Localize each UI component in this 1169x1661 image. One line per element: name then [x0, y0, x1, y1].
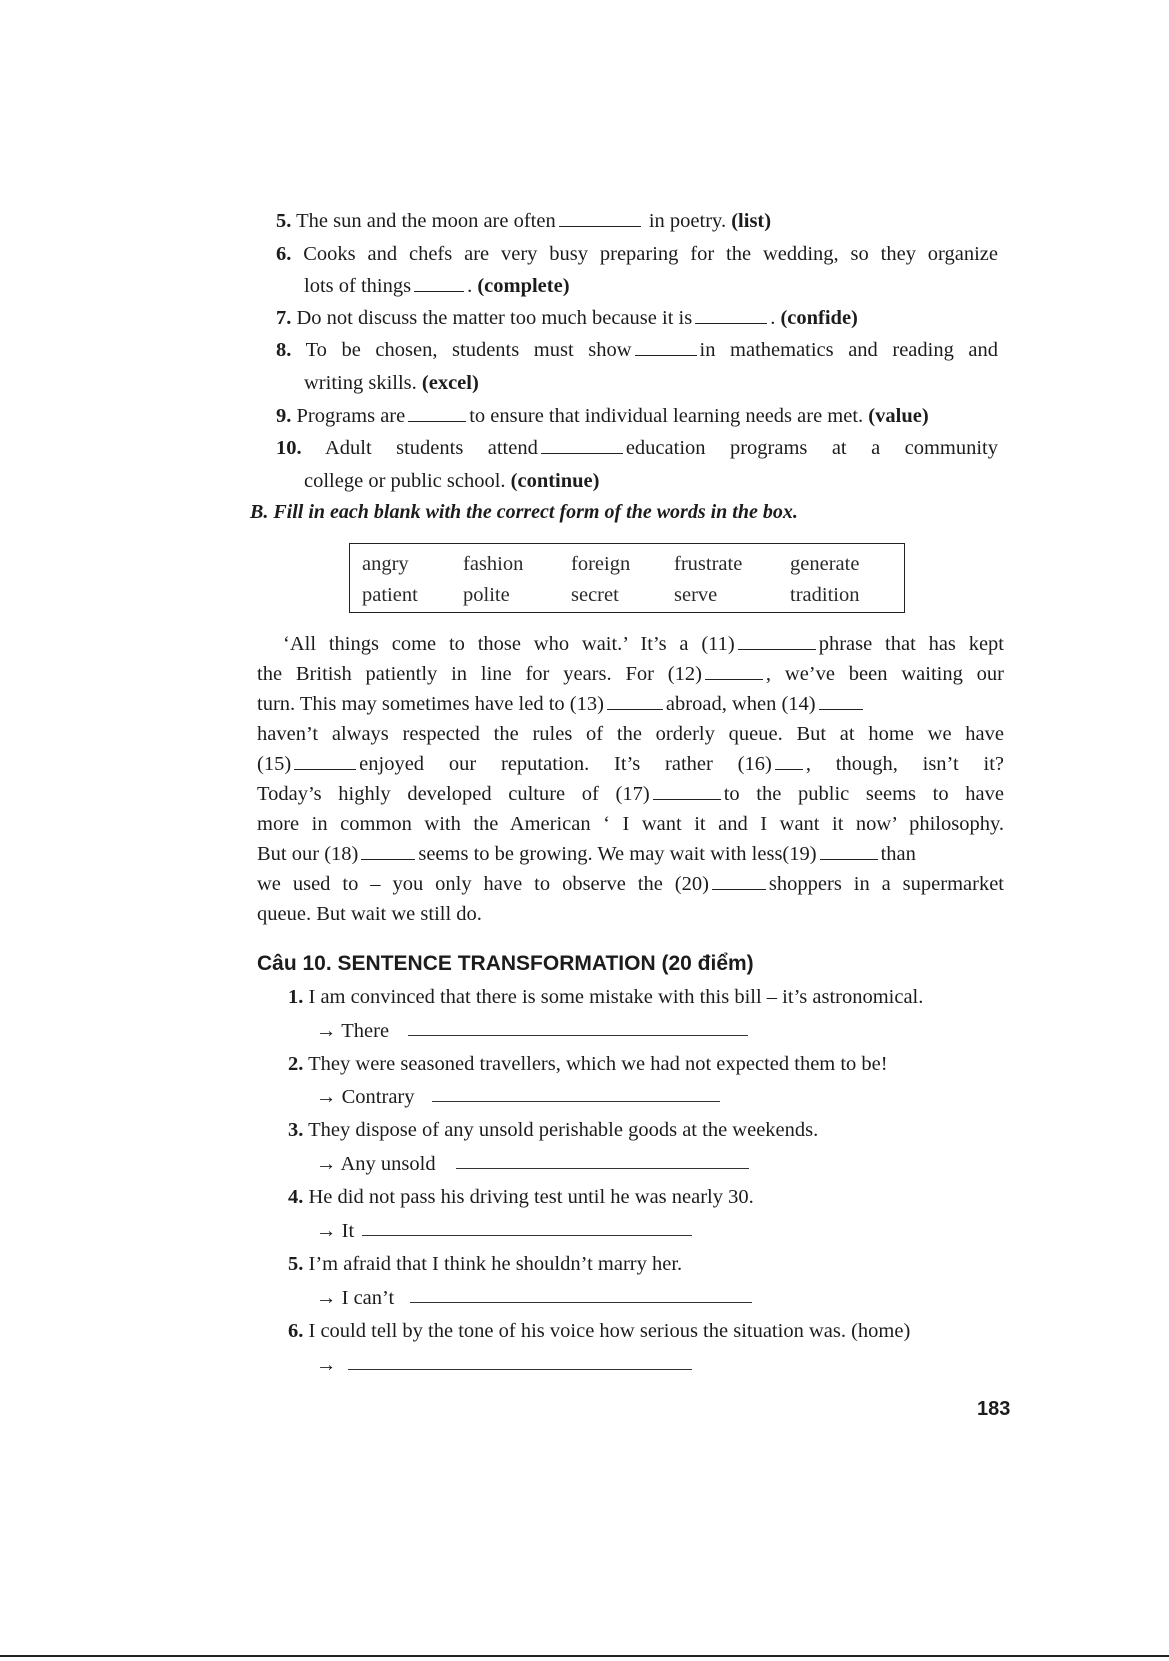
exercise-item-8	[276, 336, 998, 364]
answer-line[interactable]	[362, 1234, 692, 1236]
answer-blank[interactable]	[820, 843, 878, 860]
transformation-item-5	[288, 1250, 682, 1278]
passage-text: shoppers in a supermarket	[768, 873, 1005, 895]
word-box-word: tradition	[790, 584, 860, 606]
item-text: .	[770, 307, 776, 329]
item-text: writing skills.	[304, 372, 417, 394]
passage-text: , though, isn’t it?	[805, 753, 1004, 775]
word-box-word: secret	[571, 584, 619, 606]
word-hint: (confide)	[780, 307, 858, 329]
item-text: They dispose of any unsold perishable goods at the weekends.	[308, 1119, 819, 1141]
passage-line	[257, 870, 1004, 898]
answer-blank[interactable]	[819, 693, 863, 710]
answer-prompt: → Contrary	[316, 1086, 415, 1108]
transformation-item-1	[288, 983, 923, 1011]
transformation-item-2	[288, 1050, 888, 1078]
item-text: He did not pass his driving test until he was nearly 30.	[308, 1186, 754, 1208]
transformation-item-4	[288, 1183, 754, 1211]
answer-prompt: →	[316, 1354, 337, 1376]
item-number: 10.	[276, 437, 302, 459]
item-number: 6.	[288, 1320, 304, 1342]
transformation-item-3	[288, 1116, 818, 1144]
passage-text: Today’s highly developed culture of (17)	[257, 783, 650, 805]
item-number: 8.	[276, 339, 292, 361]
item-number: 6.	[276, 243, 292, 265]
item-number: 7.	[276, 307, 292, 329]
answer-prompt: → There	[316, 1020, 390, 1042]
item-number: 2.	[288, 1053, 304, 1075]
answer-blank[interactable]	[361, 843, 415, 860]
item-text: I could tell by the tone of his voice how serious the situation was. (home)	[308, 1320, 911, 1342]
item-number: 1.	[288, 986, 304, 1008]
passage-text: ‘All things come to those who wait.’ It’s a (11)	[283, 633, 735, 655]
answer-blank[interactable]	[559, 210, 641, 227]
item-text: To be chosen, students must show	[305, 339, 632, 361]
passage-text: than	[880, 843, 916, 865]
answer-line[interactable]	[456, 1167, 749, 1169]
passage-line	[257, 750, 1004, 778]
word-box	[349, 543, 905, 613]
item-number: 9.	[276, 405, 292, 427]
passage-text: to the public seems to have	[723, 783, 1004, 805]
transformation-item-6	[288, 1317, 910, 1345]
passage-text: (15)	[257, 753, 292, 775]
exercise-item-10	[276, 434, 998, 462]
page-number: 183	[977, 1398, 1011, 1420]
passage-line	[257, 780, 1004, 808]
word-hint: (list)	[731, 210, 772, 232]
passage-text: we used to – you only have to observe the (20)	[257, 873, 709, 895]
word-hint: (complete)	[477, 275, 570, 297]
word-box-word: angry	[362, 553, 409, 575]
item-text: in poetry.	[648, 210, 727, 232]
answer-blank[interactable]	[607, 693, 663, 710]
passage-text: turn. This may sometimes have led to (13)	[257, 693, 604, 715]
word-box-word: generate	[790, 553, 860, 575]
word-box-word: serve	[674, 584, 718, 606]
item-text: Adult students attend	[324, 437, 538, 459]
passage-line	[257, 690, 866, 718]
answer-blank[interactable]	[653, 783, 721, 800]
answer-blank[interactable]	[408, 405, 466, 422]
answer-prompt: → Any unsold	[316, 1153, 436, 1175]
item-number: 5.	[276, 210, 292, 232]
passage-line: more in common with the American ‘ I want it and I want it now’ philosophy.	[257, 813, 1004, 835]
item-number: 4.	[288, 1186, 304, 1208]
word-box-word: patient	[362, 584, 418, 606]
item-text: to ensure that individual learning needs are met.	[469, 405, 864, 427]
word-hint: (excel)	[421, 372, 479, 394]
item-text: I’m afraid that I think he shouldn’t marry her.	[308, 1253, 683, 1275]
answer-blank[interactable]	[541, 437, 623, 454]
word-hint: (continue)	[510, 470, 600, 492]
word-hint: (value)	[868, 405, 929, 427]
passage-line	[257, 630, 1004, 658]
answer-blank[interactable]	[414, 275, 464, 292]
item-number: 5.	[288, 1253, 304, 1275]
passage-text: phrase that has kept	[818, 633, 1004, 655]
exercise-item-10-cont	[304, 467, 599, 495]
word-box-word: fashion	[463, 553, 524, 575]
exercise-item-9	[276, 402, 929, 430]
item-text: .	[467, 275, 473, 297]
answer-prompt: → It	[316, 1220, 355, 1242]
answer-blank[interactable]	[738, 633, 816, 650]
passage-text: the British patiently in line for years. For (12)	[257, 663, 702, 685]
passage-line	[257, 840, 916, 868]
passage-text: But our (18)	[257, 843, 359, 865]
answer-line[interactable]	[432, 1100, 720, 1102]
word-box-word: foreign	[571, 553, 631, 575]
bottom-rule	[0, 1655, 1169, 1657]
item-text: education programs at a community	[625, 437, 999, 459]
passage-text: seems to be growing. We may wait with less(19)	[418, 843, 817, 865]
exercise-item-5	[276, 207, 771, 235]
item-text: The sun and the moon are often	[296, 210, 556, 232]
answer-blank[interactable]	[294, 753, 356, 770]
item-text: college or public school.	[304, 470, 506, 492]
answer-line[interactable]	[410, 1301, 752, 1303]
item-text: Programs are	[296, 405, 406, 427]
exercise-item-7	[276, 304, 858, 332]
section-heading: Câu 10. SENTENCE TRANSFORMATION (20 điểm)	[257, 952, 754, 975]
word-box-word: polite	[463, 584, 510, 606]
exercise-item-8-cont	[304, 369, 479, 397]
exercise-item-6	[276, 240, 998, 268]
item-text: lots of things	[304, 275, 412, 297]
answer-blank[interactable]	[705, 663, 763, 680]
answer-blank[interactable]	[635, 339, 697, 356]
passage-text: , we’ve been waiting our	[765, 663, 1005, 685]
exercise-b-instruction: B. Fill in each blank with the correct form of the words in the box.	[250, 501, 798, 523]
answer-blank[interactable]	[712, 873, 766, 890]
item-text: I am convinced that there is some mistake with this bill – it’s astronomical.	[308, 986, 924, 1008]
item-number: 3.	[288, 1119, 304, 1141]
word-box-word: frustrate	[674, 553, 743, 575]
answer-blank[interactable]	[775, 753, 803, 770]
exercise-item-6-cont	[304, 272, 570, 300]
passage-line	[257, 660, 1004, 688]
passage-line: queue. But wait we still do.	[257, 903, 482, 925]
passage-line: haven’t always respected the rules of the orderly queue. But at home we have	[257, 723, 1004, 745]
item-text: Do not discuss the matter too much because it is	[296, 307, 693, 329]
answer-blank[interactable]	[695, 307, 767, 324]
item-text: Cooks and chefs are very busy preparing for the wedding, so they organize	[303, 243, 999, 265]
passage-text: abroad, when (14)	[665, 693, 816, 715]
answer-line[interactable]	[408, 1034, 748, 1036]
item-text: They were seasoned travellers, which we had not expected them to be!	[308, 1053, 888, 1075]
passage-text: enjoyed our reputation. It’s rather (16)	[359, 753, 772, 775]
item-text: in mathematics and reading and	[699, 339, 998, 361]
answer-line[interactable]	[348, 1368, 692, 1370]
answer-prompt: → I can’t	[316, 1287, 395, 1309]
